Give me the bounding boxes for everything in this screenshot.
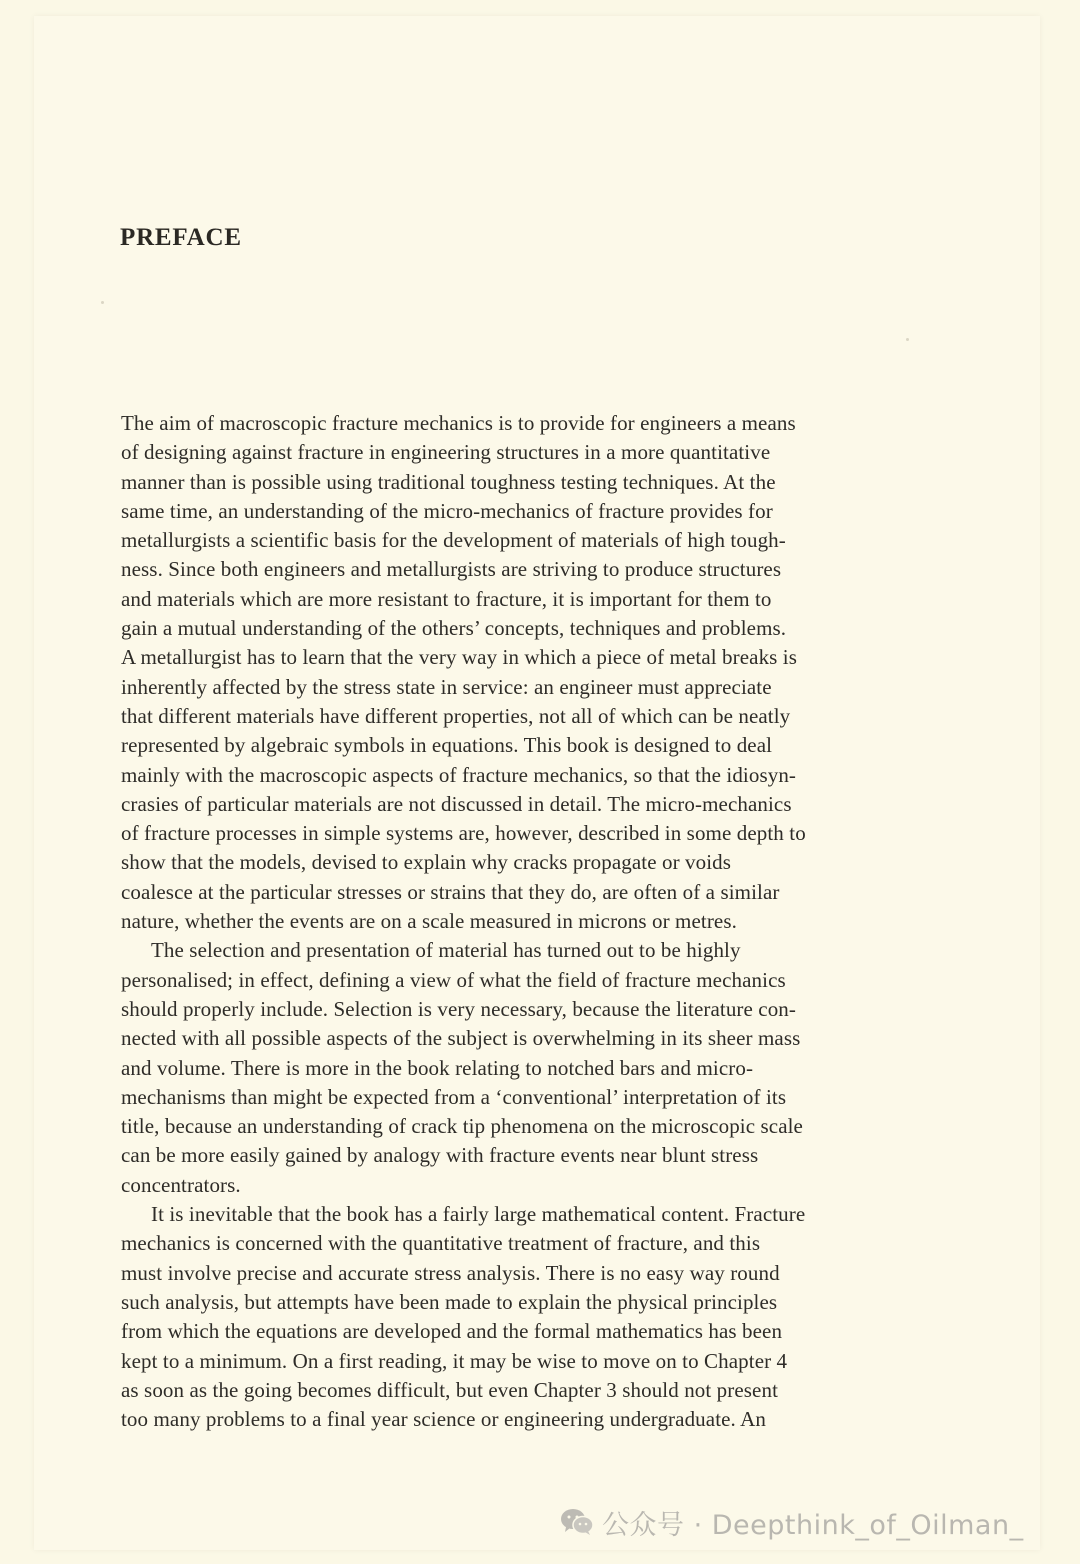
text-line: mainly with the macroscopic aspects of fracture mechanics, so that the idiosyn- bbox=[121, 762, 797, 787]
watermark bbox=[560, 1500, 1024, 1544]
text-line: gain a mutual understanding of the others’ concepts, techniques and problems. bbox=[121, 616, 787, 641]
text-line: personalised; in effect, defining a view of what the field of fracture mechanics bbox=[121, 967, 786, 992]
text-line: such analysis, but attempts have been made to explain the physical principles bbox=[121, 1289, 778, 1314]
text-line: must involve precise and accurate stress analysis. There is no easy way round bbox=[121, 1260, 780, 1285]
text-line: nected with all possible aspects of the subject is overwhelming in its sheer mass bbox=[121, 1026, 801, 1051]
text-line: and materials which are more resistant to fracture, it is important for them to bbox=[121, 586, 772, 611]
text-line: of designing against fracture in engineering structures in a more quantitative bbox=[121, 440, 771, 465]
wechat-icon bbox=[560, 1507, 594, 1537]
scan-speck bbox=[906, 338, 909, 341]
text-line: can be more easily gained by analogy with fracture events near blunt stress bbox=[121, 1143, 759, 1168]
text-line: It is inevitable that the book has a fairly large mathematical content. Fracture bbox=[151, 1202, 806, 1227]
text-line: represented by algebraic symbols in equations. This book is designed to deal bbox=[121, 733, 773, 758]
text-line: that different materials have different properties, not all of which can be neatly bbox=[121, 703, 791, 728]
text-line: mechanics is concerned with the quantitative treatment of fracture, and this bbox=[121, 1231, 761, 1256]
page-title: PREFACE bbox=[120, 224, 242, 251]
text-line: same time, an understanding of the micro-mechanics of fracture provides for bbox=[121, 498, 773, 523]
text-line: nature, whether the events are on a scale measured in microns or metres. bbox=[121, 909, 737, 934]
text-line: manner than is possible using traditional toughness testing techniques. At the bbox=[121, 469, 776, 494]
text-line: crasies of particular materials are not discussed in detail. The micro-mechanics bbox=[121, 791, 792, 816]
text-line: coalesce at the particular stresses or strains that they do, are often of a similar bbox=[121, 879, 780, 904]
text-line: concentrators. bbox=[121, 1172, 241, 1197]
text-line: from which the equations are developed and the formal mathematics has been bbox=[121, 1319, 783, 1344]
text-line: ness. Since both engineers and metallurgists are striving to produce structures bbox=[121, 557, 782, 582]
watermark-text: 公众号 · Deepthink_of_Oilman_ bbox=[602, 1509, 1024, 1541]
text-line: show that the models, devised to explain why cracks propagate or voids bbox=[121, 850, 732, 875]
text-line: The selection and presentation of material has turned out to be highly bbox=[151, 938, 741, 963]
scan-speck bbox=[101, 301, 104, 304]
text-line: of fracture processes in simple systems are, however, described in some depth to bbox=[121, 821, 806, 846]
text-line: title, because an understanding of crack tip phenomena on the microscopic scale bbox=[121, 1114, 803, 1139]
text-line: The aim of macroscopic fracture mechanics is to provide for engineers a means bbox=[121, 411, 796, 435]
text-line: kept to a minimum. On a first reading, it may be wise to move on to Chapter 4 bbox=[121, 1348, 788, 1373]
preface-body bbox=[121, 409, 921, 1434]
text-line: should properly include. Selection is very necessary, because the literature con- bbox=[121, 996, 796, 1021]
text-line: and volume. There is more in the book relating to notched bars and micro- bbox=[121, 1055, 754, 1080]
text-line: too many problems to a final year science or engineering undergraduate. An bbox=[121, 1407, 766, 1432]
text-line: mechanisms than might be expected from a ‘conventional’ interpretation of its bbox=[121, 1084, 787, 1109]
text-line: A metallurgist has to learn that the very way in which a piece of metal breaks is bbox=[121, 645, 798, 670]
text-line: as soon as the going becomes difficult, but even Chapter 3 should not present bbox=[121, 1377, 779, 1402]
text-line: inherently affected by the stress state in service: an engineer must appreciate bbox=[121, 674, 772, 699]
text-line: metallurgists a scientific basis for the development of materials of high tough- bbox=[121, 528, 786, 553]
